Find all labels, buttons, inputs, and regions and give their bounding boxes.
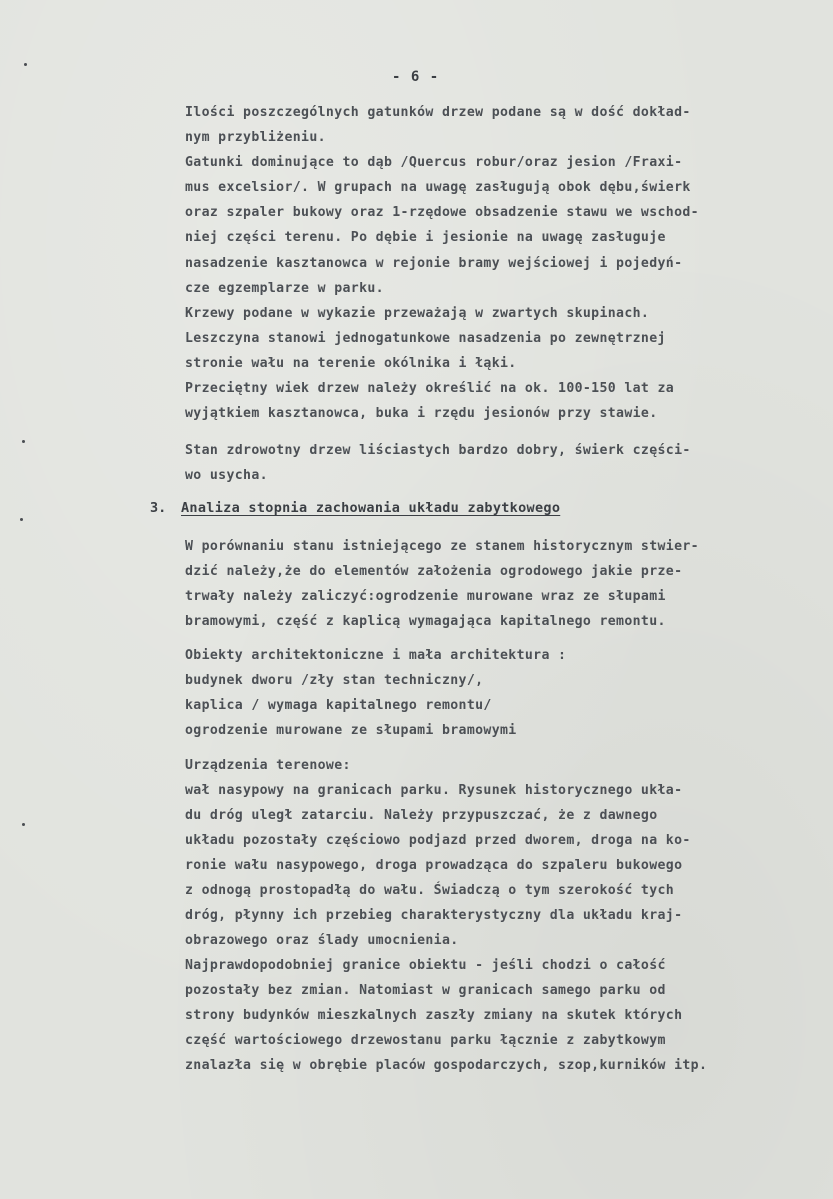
- text-line: Krzewy podane w wykazie przeważają w zwartych skupinach.: [185, 306, 650, 321]
- text-line: kaplica / wymaga kapitalnego remontu/: [185, 698, 492, 713]
- section-number: 3.: [150, 500, 167, 516]
- text-line: układu pozostały częściowo podjazd przed dworem, droga na ko-: [185, 833, 691, 848]
- text-line: niej części terenu. Po dębie i jesionie na uwagę zasługuje: [185, 230, 666, 245]
- text-line: Przeciętny wiek drzew należy określić na ok. 100-150 lat za: [185, 381, 675, 396]
- text-line: du dróg uległ zatarciu. Należy przypuszczać, że z dawnego: [185, 808, 658, 823]
- text-line: znalazła się w obrębie placów gospodarczych, szop,kurników itp.: [185, 1058, 708, 1073]
- text-line: bramowymi, część z kaplicą wymagająca kapitalnego remontu.: [185, 614, 666, 629]
- text-line: Leszczyna stanowi jednogatunkowe nasadzenia po zewnętrznej: [185, 331, 666, 346]
- text-line: Stan zdrowotny drzew liściastych bardzo dobry, świerk części-: [185, 443, 691, 458]
- text-line: nasadzenie kasztanowca w rejonie bramy wejściowej i pojedyń-: [185, 256, 683, 271]
- text-line: ogrodzenie murowane ze słupami bramowymi: [185, 723, 517, 738]
- margin-mark: [20, 518, 23, 521]
- text-line: część wartościowego drzewostanu parku łącznie z zabytkowym: [185, 1033, 666, 1048]
- text-line: ronie wału nasypowego, droga prowadząca do szpaleru bukowego: [185, 858, 683, 873]
- margin-mark: [22, 823, 25, 826]
- text-line: Gatunki dominujące to dąb /Quercus robur/oraz jesion /Fraxi-: [185, 155, 683, 170]
- text-line: cze egzemplarze w parku.: [185, 281, 384, 296]
- text-line: stronie wału na terenie okólnika i łąki.: [185, 356, 517, 371]
- text-line: mus excelsior/. W grupach na uwagę zasługują obok dębu,świerk: [185, 180, 691, 195]
- text-line: wyjątkiem kasztanowca, buka i rzędu jesionów przy stawie.: [185, 406, 658, 421]
- text-line: z odnogą prostopadłą do wału. Świadczą o tym szerokość tych: [185, 883, 675, 898]
- margin-mark: [22, 440, 25, 443]
- text-line: pozostały bez zmian. Natomiast w granicach samego parku od: [185, 983, 666, 998]
- text-line: oraz szpaler bukowy oraz 1-rzędowe obsadzenie stawu we wschod-: [185, 205, 699, 220]
- text-line: Urządzenia terenowe:: [185, 758, 351, 773]
- text-line: wał nasypowy na granicach parku. Rysunek historycznego ukła-: [185, 783, 683, 798]
- text-line: Obiekty architektoniczne i mała architektura :: [185, 648, 567, 663]
- text-line: wo usycha.: [185, 468, 268, 483]
- text-line: Ilości poszczególnych gatunków drzew podane są w dość dokład-: [185, 105, 691, 120]
- text-line: Najprawdopodobniej granice obiektu - jeśli chodzi o całość: [185, 958, 666, 973]
- section-heading: Analiza stopnia zachowania układu zabytkowego: [181, 500, 561, 516]
- text-line: dróg, płynny ich przebieg charakterystyczny dla układu kraj-: [185, 908, 683, 923]
- page-number: - 6 -: [392, 69, 440, 85]
- text-line: dzić należy,że do elementów założenia ogrodowego jakie prze-: [185, 564, 683, 579]
- text-line: nym przybliżeniu.: [185, 130, 326, 145]
- text-line: budynek dworu /zły stan techniczny/,: [185, 673, 484, 688]
- text-line: W porównaniu stanu istniejącego ze stanem historycznym stwier-: [185, 539, 699, 554]
- text-line: strony budynków mieszkalnych zaszły zmiany na skutek których: [185, 1008, 683, 1023]
- text-line: trwały należy zaliczyć:ogrodzenie murowane wraz ze słupami: [185, 589, 666, 604]
- text-line: obrazowego oraz ślady umocnienia.: [185, 933, 459, 948]
- margin-mark: [24, 63, 27, 66]
